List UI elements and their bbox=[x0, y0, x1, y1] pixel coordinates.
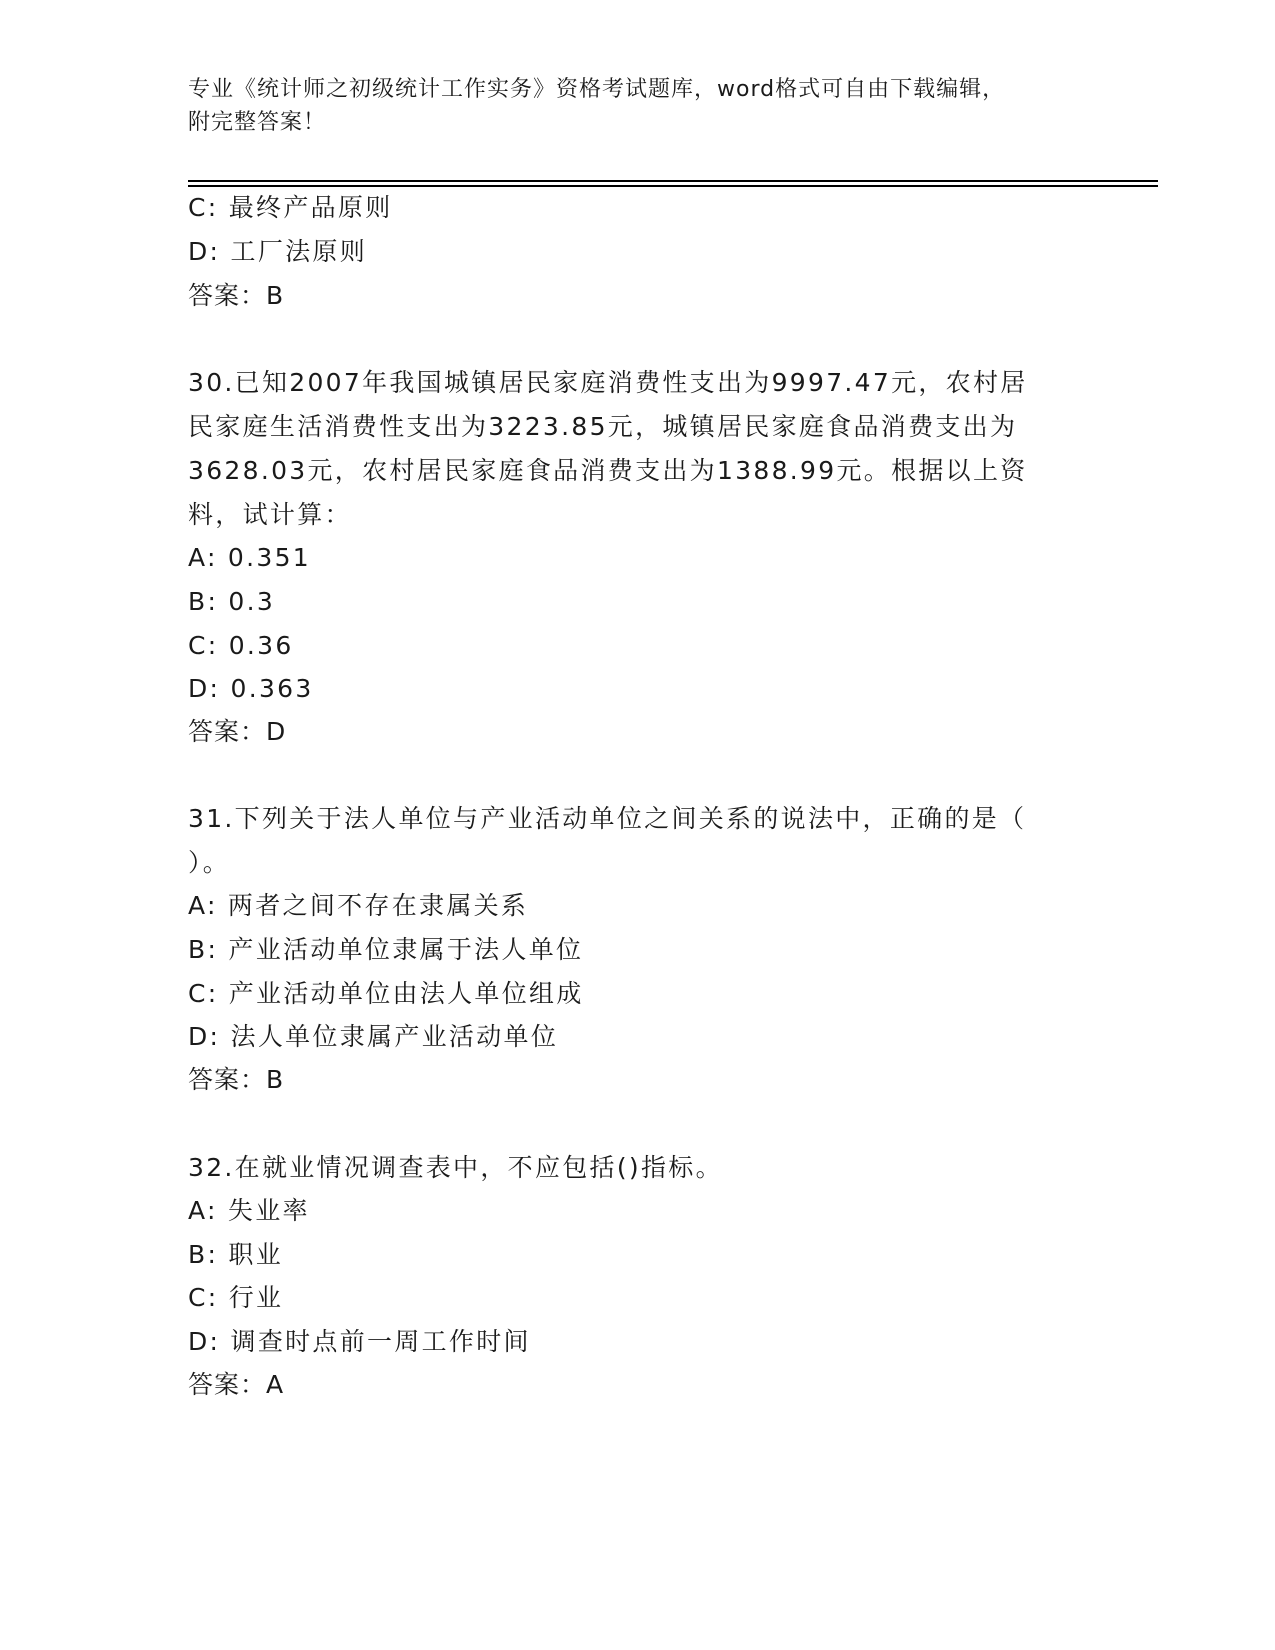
q30-option-d: D: 0.363 bbox=[188, 674, 314, 703]
q32-stem-line-1: 32.在就业情况调查表中，不应包括()指标。 bbox=[188, 1153, 723, 1182]
q32-answer: 答案：A bbox=[188, 1370, 285, 1399]
q32-option-a: A: 失业率 bbox=[188, 1196, 310, 1225]
q32-option-d: D: 调查时点前一周工作时间 bbox=[188, 1327, 531, 1356]
q31-stem-line-2: ）。 bbox=[188, 848, 231, 877]
q30-stem-line-4: 料，试计算： bbox=[188, 500, 352, 529]
q31-option-a: A: 两者之间不存在隶属关系 bbox=[188, 891, 529, 920]
q30-stem-line-3: 3628.03元，农村居民家庭食品消费支出为1388.99元。根据以上资 bbox=[188, 456, 1028, 485]
q30-answer: 答案：D bbox=[188, 717, 287, 746]
document-header-line-2: 附完整答案！ bbox=[188, 110, 327, 135]
q29-option-d: D: 工厂法原则 bbox=[188, 237, 368, 266]
q29-option-c: C: 最终产品原则 bbox=[188, 193, 393, 222]
q31-option-b: B: 产业活动单位隶属于法人单位 bbox=[188, 935, 584, 964]
q31-option-d: D: 法人单位隶属产业活动单位 bbox=[188, 1022, 559, 1051]
header-divider-top bbox=[188, 180, 1158, 182]
q32-option-c: C: 行业 bbox=[188, 1283, 284, 1312]
q31-stem-line-1: 31.下列关于法人单位与产业活动单位之间关系的说法中，正确的是（ bbox=[188, 804, 1027, 833]
q30-option-b: B: 0.3 bbox=[188, 587, 276, 616]
document-header-line-1: 专业《统计师之初级统计工作实务》资格考试题库，word格式可自由下载编辑， bbox=[188, 77, 1006, 102]
q30-stem-line-1: 30.已知2007年我国城镇居民家庭消费性支出为9997.47元，农村居 bbox=[188, 368, 1028, 397]
q31-option-c: C: 产业活动单位由法人单位组成 bbox=[188, 979, 584, 1008]
header-divider-bottom bbox=[188, 185, 1158, 187]
q30-option-c: C: 0.36 bbox=[188, 631, 294, 660]
q32-option-b: B: 职业 bbox=[188, 1240, 284, 1269]
q31-answer: 答案：B bbox=[188, 1065, 285, 1094]
q30-option-a: A: 0.351 bbox=[188, 543, 312, 572]
q30-stem-line-2: 民家庭生活消费性支出为3223.85元，城镇居民家庭食品消费支出为 bbox=[188, 412, 1018, 441]
q29-answer: 答案：B bbox=[188, 281, 285, 310]
